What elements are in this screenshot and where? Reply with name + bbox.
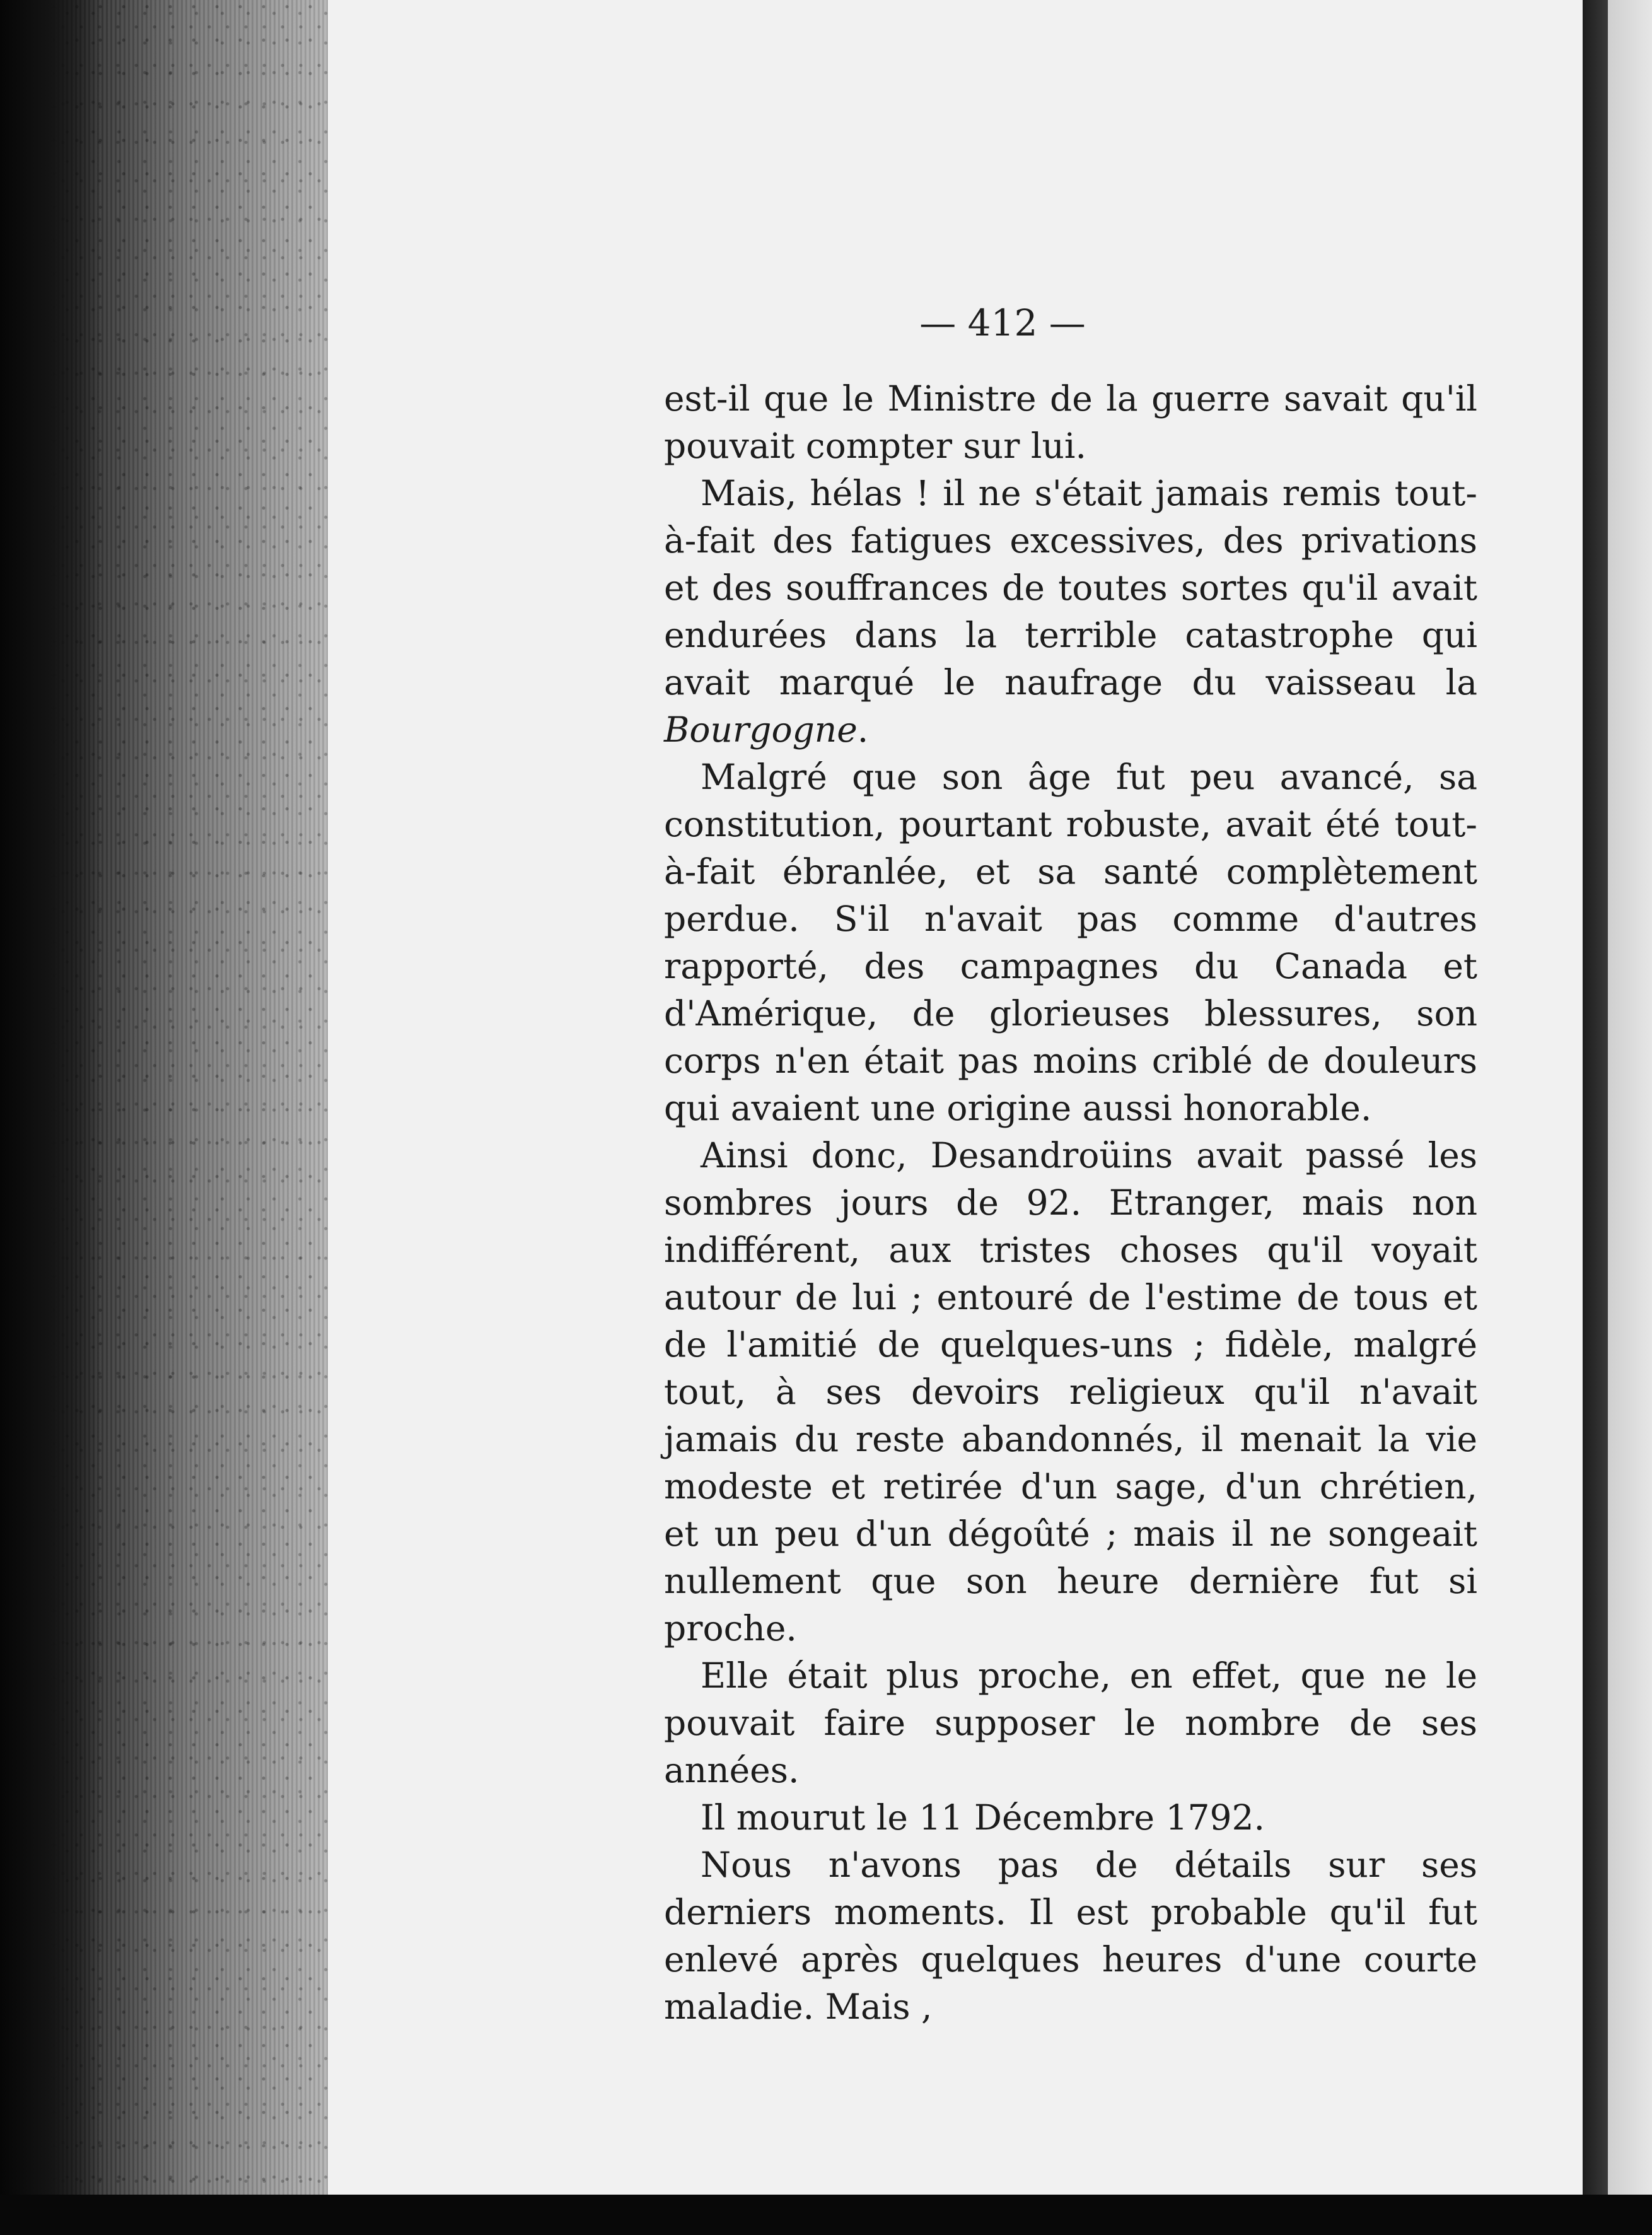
paragraph-2-punct: . [857, 709, 869, 750]
scan-bottom-border [0, 2195, 1652, 2235]
ship-name: Bourgogne [664, 709, 858, 750]
paragraph-6: Il mourut le 11 Décembre 1792. [701, 1797, 1265, 1838]
body-text [664, 375, 1477, 2031]
paragraph-5: Elle était plus proche, en effet, que ne le pouvait faire supposer le nombre de ses années. [664, 1655, 1477, 1790]
paragraph-2 [664, 470, 1477, 754]
paragraph-2-text: Mais, hélas ! il ne s'était jamais remis tout-à-fait des fatigues excessives, des privations et des souffrances de toutes sortes qu'il avait endurées dans la terrible catastrophe qui avait marqué le naufrage du vaisseau la [664, 473, 1477, 703]
next-page-edge [1583, 0, 1608, 2195]
paragraph-7: Nous n'avons pas de détails sur ses derniers moments. Il est probable qu'il fut enlevé après quelques heures d'une courte maladie. Mais , [664, 1845, 1477, 2027]
paragraph-4: Ainsi donc, Desandroüins avait passé les sombres jours de 92. Etranger, mais non indifférent, aux tristes choses qu'il voyait autour de lui ; entouré de l'estime de tous et de l'amitié de quelques-uns ; fidèle, malgré tout, à ses devoirs religieux qu'il n'avait jamais du reste abandonnés, il menait la vie modeste et retirée d'un sage, d'un chrétien, et un peu d'un dégoûté ; mais il ne songeait nullement que son heure dernière fut si proche. [664, 1135, 1477, 1649]
paragraph-1: est-il que le Ministre de la guerre savait qu'il pouvait compter sur lui. [664, 378, 1477, 466]
page-number: — 412 — [919, 301, 1086, 344]
next-page-sliver [1608, 0, 1652, 2195]
binding-shadow [0, 0, 101, 2195]
paragraph-3: Malgré que son âge fut peu avancé, sa constitution, pourtant robuste, avait été tout-à-fait ébranlée, et sa santé complètement perdue. S'il n'avait pas comme d'autres rapporté, des campagnes du Canada et d'Amérique, de glorieuses blessures, son corps n'en était pas moins criblé de douleurs qui avaient une origine aussi honorable. [664, 757, 1477, 1128]
